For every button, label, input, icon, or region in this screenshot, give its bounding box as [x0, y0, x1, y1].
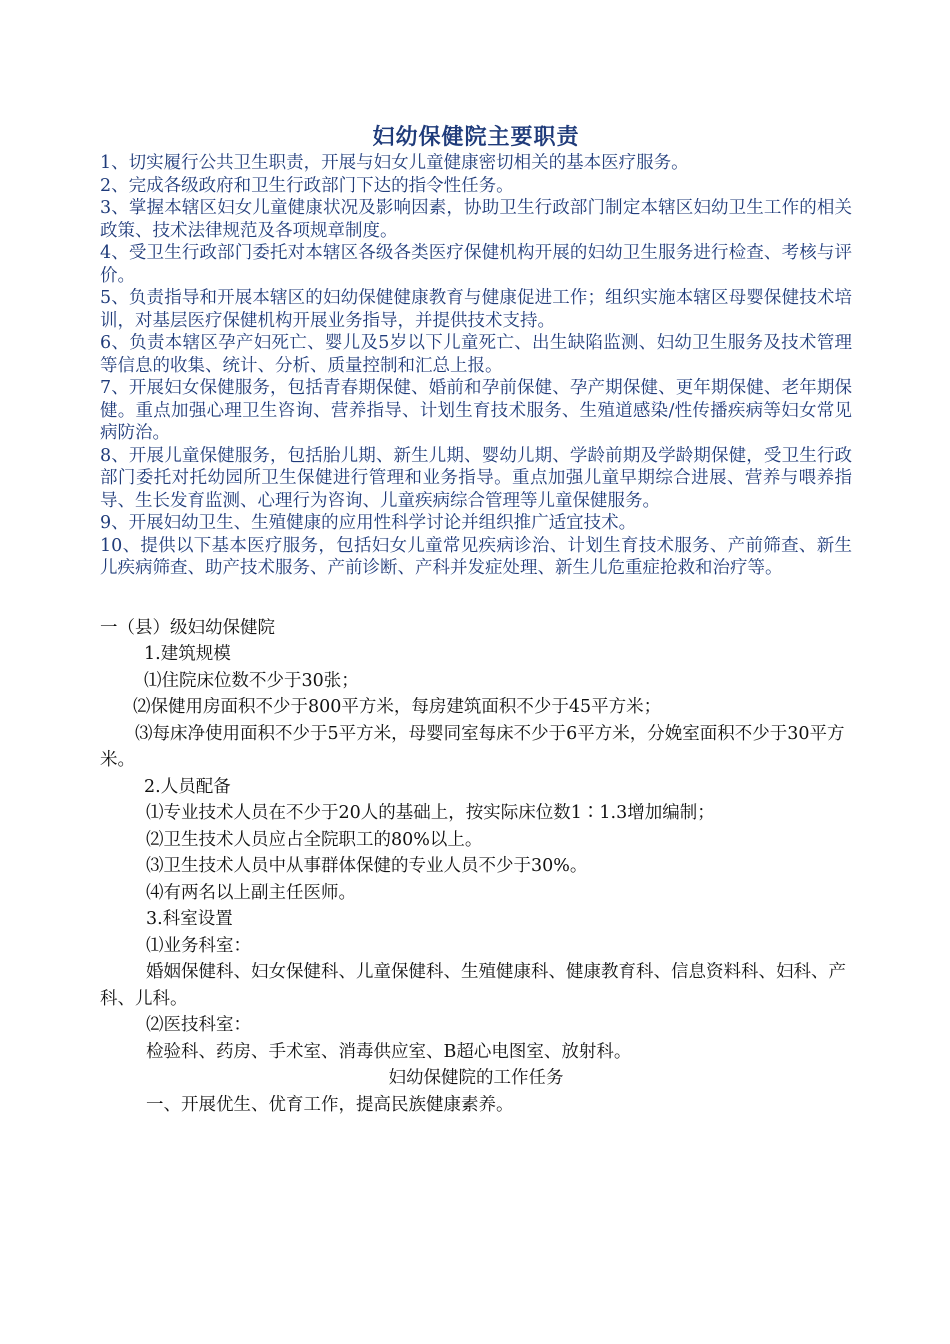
dept-heading: 3.科室设置 — [146, 909, 233, 929]
staff-heading: 2.人员配备 — [144, 776, 231, 797]
staff-item: ⑶卫生技术人员中从事群体保健的专业人员不少于30%。 — [146, 856, 588, 876]
dept-list: 婚姻保健科、妇女保健科、儿童保健科、生殖健康科、健康教育科、信息资料科、妇科、产科、儿科。 — [100, 962, 846, 1009]
dept-subheading: ⑵医技科室： — [146, 1015, 251, 1035]
duty-item: 8、开展儿童保健服务，包括胎儿期、新生儿期、婴幼儿期、学龄前期及学龄期保健，受卫生行政部门委托对托幼园所卫生保健进行管理和业务指导。重点加强儿童早期综合进展、营养与喂养指导、生长发育监测、心理行为咨询、儿童疾病综合管理等儿童保健服务。 — [100, 445, 852, 511]
staff-item: ⑵卫生技术人员应占全院职工的80%以上。 — [146, 829, 483, 850]
duties-list — [100, 152, 852, 580]
building-item: ⑶每床净使用面积不少于5平方米，母婴同室每床不少于6平方米，分娩室面积不少于30平方米。 — [100, 723, 845, 770]
building-item: ⑵保健用房面积不少于800平方米，每房建筑面积不少于45平方米； — [133, 697, 662, 717]
staff-item: ⑷有两名以上副主任医师。 — [146, 882, 356, 903]
building-item: ⑴住院床位数不少于30张； — [144, 670, 359, 691]
duty-item: 10、提供以下基本医疗服务，包括妇女儿童常见疾病诊治、计划生育技术服务、产前筛查、新生儿疾病筛查、助产技术服务、产前诊断、产科并发症处理、新生儿危重症抢救和治疗等。 — [100, 535, 852, 578]
staff-item: ⑴专业技术人员在不少于20人的基础上，按实际床位数1∶1.3增加编制； — [146, 803, 715, 823]
duty-item: 9、开展妇幼卫生、生殖健康的应用性科学讨论并组织推广适宜技术。 — [100, 513, 637, 533]
duty-item: 1、切实履行公共卫生职责，开展与妇女儿童健康密切相关的基本医疗服务。 — [100, 153, 689, 173]
dept-list: 检验科、药房、手术室、消毒供应室、B超心电图室、放射科。 — [146, 1041, 632, 1062]
section-heading: 一（县）级妇幼保健院 — [100, 617, 275, 638]
building-heading: 1.建筑规模 — [144, 644, 231, 664]
duty-item: 4、受卫生行政部门委托对本辖区各级各类医疗保健机构开展的妇幼卫生服务进行检查、考核与评价。 — [100, 243, 852, 286]
task-item: 一、开展优生、优育工作，提高民族健康素养。 — [146, 1094, 514, 1115]
duty-item: 3、掌握本辖区妇女儿童健康状况及影响因素，协助卫生行政部门制定本辖区妇幼卫生工作的相关政策、技术法律规范及各项规章制度。 — [100, 198, 852, 241]
duty-item: 7、开展妇女保健服务，包括青春期保健、婚前和孕前保健、孕产期保健、更年期保健、老年期保健。重点加强心理卫生咨询、营养指导、计划生育技术服务、生殖道感染/性传播疾病等妇女常见病防治。 — [100, 378, 852, 443]
duty-item: 2、完成各级政府和卫生行政部门下达的指令性任务。 — [100, 175, 514, 196]
page-title: 妇幼保健院主要职责 — [372, 124, 580, 150]
document-page — [100, 122, 852, 1118]
duty-item: 6、负责本辖区孕产妇死亡、婴儿及5岁以下儿童死亡、出生缺陷监测、妇幼卫生服务及技术管理等信息的收集、统计、分析、质量控制和汇总上报。 — [100, 333, 852, 376]
dept-subheading: ⑴业务科室： — [146, 935, 251, 956]
duty-item: 5、负责指导和开展本辖区的妇幼保健健康教育与健康促进工作；组织实施本辖区母婴保健技术培训，对基层医疗保健机构开展业务指导，并提供技术支持。 — [100, 288, 852, 331]
tasks-heading: 妇幼保健院的工作任务 — [388, 1068, 564, 1088]
county-hospital-section — [100, 615, 852, 1119]
